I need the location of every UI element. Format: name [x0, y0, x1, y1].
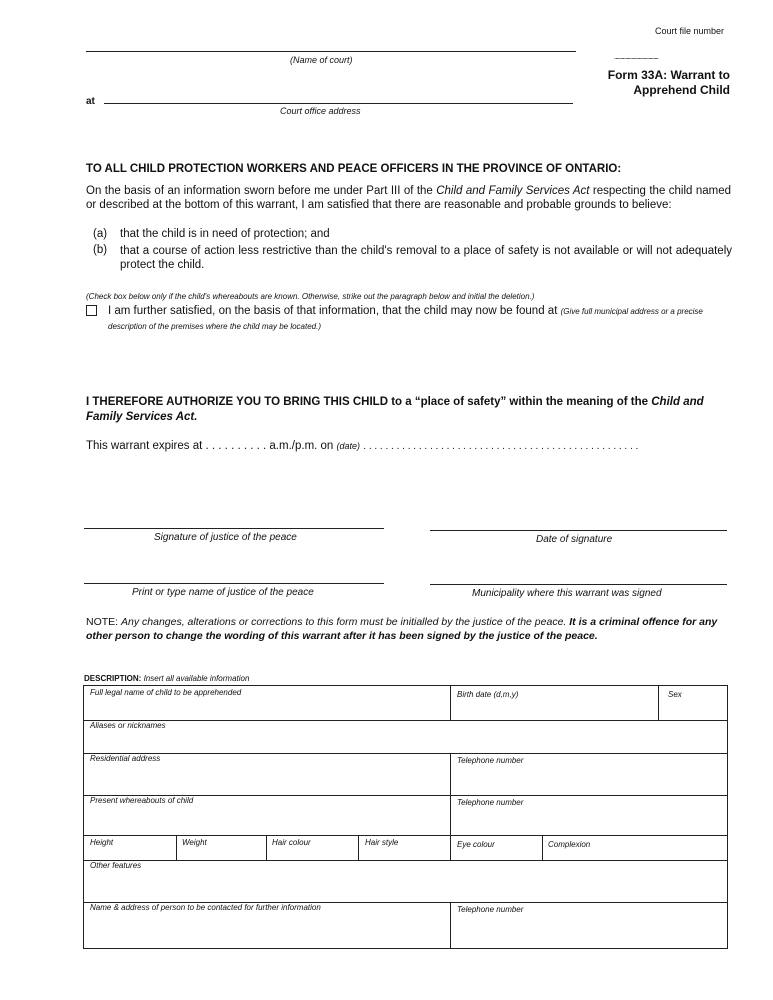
col-divider	[266, 835, 267, 860]
item-a-text: that the child is in need of protection; and	[120, 228, 330, 240]
col-divider	[450, 753, 451, 860]
print-name-label: Print or type name of justice of the peace	[132, 587, 314, 598]
birth-date-label: Birth date (d,m,y)	[457, 690, 519, 699]
expires-line	[86, 440, 638, 452]
description-heading	[84, 674, 249, 683]
court-file-number-label: Court file number	[655, 26, 725, 36]
municipality-label: Municipality where this warrant was signed	[472, 588, 662, 599]
sex-label: Sex	[668, 690, 682, 699]
checkbox-text: I am further satisfied, on the basis of that information, that the child may now be found at	[108, 305, 558, 317]
row-divider	[83, 720, 728, 721]
addressee-heading: TO ALL CHILD PROTECTION WORKERS AND PEACE OFFICERS IN THE PROVINCE OF ONTARIO:	[86, 163, 622, 175]
expires-date-label: (date)	[336, 441, 361, 451]
authorize-pre: I THEREFORE AUTHORIZE YOU TO BRING THIS CHILD to a “place of safety” within the meaning of the	[86, 396, 652, 408]
full-name-label: Full legal name of child to be apprehended	[90, 688, 242, 697]
whereabouts-checkbox[interactable]	[86, 305, 97, 316]
eye-colour-label: Eye colour	[457, 840, 495, 849]
row-divider	[83, 835, 728, 836]
form-title-line2: Apprehend Child	[633, 83, 730, 97]
checkbox-paragraph	[108, 304, 738, 334]
weight-label: Weight	[182, 838, 207, 847]
hair-colour-label: Hair colour	[272, 838, 311, 847]
item-b-text: that a course of action less restrictive than the child's removal to a place of safety is not available or will not adequately protect the child.	[120, 245, 732, 271]
form-title-line1: Form 33A: Warrant to	[607, 68, 730, 82]
form-title	[560, 68, 730, 98]
intro-post: respecting the child named or described at the bottom of this warrant, I am satisfied that there are reasonable and probable grounds to believe:	[86, 185, 731, 211]
expires-pre: This warrant expires at . . . . . . . . . . a.m./p.m. on	[86, 440, 334, 452]
residential-label: Residential address	[90, 754, 161, 763]
col-divider	[358, 835, 359, 860]
checkbox-hint: (Give full municipal address or a precise description of the premises where the child may be located.)	[108, 307, 703, 331]
row-divider	[83, 860, 728, 861]
note-text1: Any changes, alterations or corrections to this form must be initialled by the justice of the peace.	[121, 616, 567, 628]
date-signature-line[interactable]	[430, 530, 727, 531]
authorize-paragraph	[86, 395, 734, 425]
col-divider	[658, 685, 659, 720]
check-note: (Check box below only if the child's whereabouts are known. Otherwise, strike out the paragraph below and initial the deletion.)	[86, 292, 535, 301]
item-a	[93, 228, 107, 240]
aliases-label: Aliases or nicknames	[90, 721, 166, 730]
telephone1-label: Telephone number	[457, 756, 524, 765]
date-signature-label: Date of signature	[536, 534, 613, 545]
at-label: at	[86, 96, 95, 107]
hair-style-label: Hair style	[365, 838, 399, 847]
court-office-address-line[interactable]	[104, 103, 573, 104]
print-name-line[interactable]	[84, 583, 384, 584]
contact-label: Name & address of person to be contacted for further information	[90, 903, 321, 912]
description-label: DESCRIPTION:	[84, 674, 142, 683]
item-a-label: (a)	[93, 228, 108, 240]
signature-justice-label: Signature of justice of the peace	[154, 532, 297, 543]
intro-act: Child and Family Services Act	[436, 185, 590, 197]
telephone3-label: Telephone number	[457, 905, 524, 914]
name-of-court-label: (Name of court)	[290, 55, 353, 65]
col-divider	[450, 685, 451, 720]
item-b-label: (b)	[93, 244, 108, 256]
row-divider	[83, 753, 728, 754]
expires-date-field[interactable]: . . . . . . . . . . . . . . . . . . . . . . . . . . . . . . . . . . . . . . . . . . . . . . . . . .	[363, 441, 639, 452]
col-divider	[450, 902, 451, 949]
col-divider	[542, 835, 543, 860]
note-text2: It is a criminal offence for any other person to change the wording of this warrant after it has been signed by the justice of the peace.	[86, 616, 718, 642]
court-file-number-field[interactable]: ....................................	[614, 52, 659, 61]
intro-pre: On the basis of an information sworn before me under Part III of the	[86, 185, 437, 197]
intro-paragraph	[86, 184, 731, 212]
note-label: NOTE:	[86, 616, 119, 628]
note-paragraph	[86, 615, 736, 643]
court-office-address-label: Court office address	[280, 106, 361, 116]
municipality-line[interactable]	[430, 584, 727, 585]
height-label: Height	[90, 838, 114, 847]
signature-justice-line[interactable]	[84, 528, 384, 529]
col-divider	[176, 835, 177, 860]
complexion-label: Complexion	[548, 840, 591, 849]
whereabouts-label: Present whereabouts of child	[90, 796, 194, 805]
authorize-act: Child and Family Services Act.	[86, 396, 704, 423]
other-features-label: Other features	[90, 861, 142, 870]
description-hint: Insert all available information	[143, 674, 250, 683]
name-of-court-line[interactable]	[86, 51, 576, 52]
telephone2-label: Telephone number	[457, 798, 524, 807]
